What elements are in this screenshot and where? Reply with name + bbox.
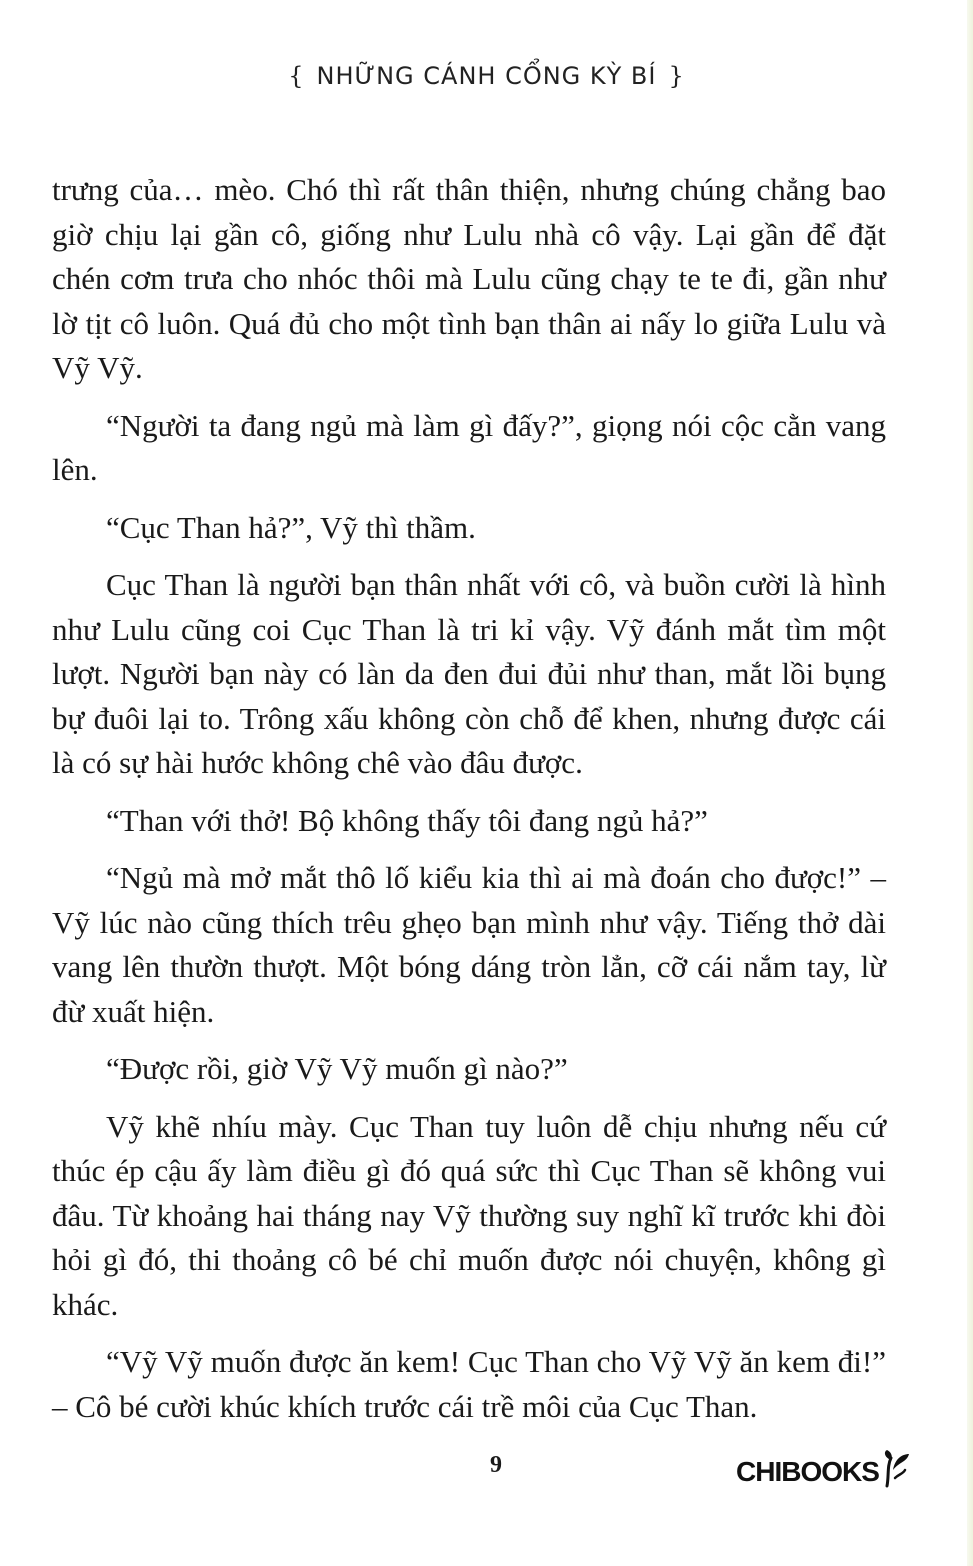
publisher-logo	[736, 1448, 911, 1488]
paragraph-3: “Cục Than hả?”, Vỹ thì thầm.	[106, 509, 476, 545]
paragraph-7: “Được rồi, giờ Vỹ Vỹ muốn gì nào?”	[106, 1051, 568, 1086]
paragraph-8: Vỹ khẽ nhíu mày. Cục Than tuy luôn dễ chịu nhưng nếu cứ thúc ép cậu ấy làm điều gì đó quá sức thì Cục Than sẽ không vui đâu. Từ khoảng hai tháng nay Vỹ thường suy nghĩ kĩ trước khi đòi hỏi gì đó, thi thoảng cô bé chỉ muốn được nói chuyện, không gì khác.	[52, 1108, 886, 1322]
paragraph-9: “Vỹ Vỹ muốn được ăn kem! Cục Than cho Vỹ Vỹ ăn kem đi!” – Cô bé cười khúc khích trước cái trề môi của Cục Than.	[52, 1344, 886, 1424]
header-close-brace: }	[668, 62, 685, 90]
paragraph-4: Cục Than là người bạn thân nhất với cô, và buồn cười là hình như Lulu cũng coi Cục Than là tri kỉ vậy. Vỹ đánh mắt tìm một lượt. Người bạn này có làn da đen đui đủi như than, mắt lồi bụng bự đuôi lại to. Trông xấu không còn chỗ để khen, nhưng được cái là có sự hài hước không chê vào đâu được.	[52, 567, 886, 780]
paragraph-1: trưng của… mèo. Chó thì rất thân thiện, nhưng chúng chẳng bao giờ chịu lại gần cô, giống như Lulu nhà cô vậy. Lại gần để đặt chén cơm trưa cho nhóc thôi mà Lulu cũng chạy te te đi, gần như lờ tịt cô luôn. Quá đủ cho một tình bạn thân ai nấy lo giữa Lulu và Vỹ Vỹ.	[52, 172, 886, 385]
publisher-name: CHIBOOKS	[736, 1456, 879, 1487]
paragraph-5: “Than với thở! Bộ không thấy tôi đang ngủ hả?”	[106, 802, 708, 838]
page-number: 9	[490, 1452, 502, 1478]
leaf-icon	[881, 1448, 911, 1488]
body-text	[52, 168, 886, 1442]
paragraph-6: “Ngủ mà mở mắt thô lố kiểu kia thì ai mà đoán cho được!” – Vỹ lúc nào cũng thích trêu ghẹo bạn mình như vậy. Tiếng thở dài vang lên thườn thượt. Một bóng dáng tròn lẳn, cỡ cái nắm tay, lừ đừ xuất hiện.	[52, 860, 886, 1029]
header-title: NHỮNG CÁNH CỔNG KỲ BÍ	[316, 62, 657, 90]
paragraph-2: “Người ta đang ngủ mà làm gì đấy?”, giọng nói cộc cằn vang lên.	[52, 407, 886, 487]
page-edge	[967, 0, 973, 1566]
running-header	[0, 62, 973, 90]
header-open-brace: {	[288, 62, 305, 90]
